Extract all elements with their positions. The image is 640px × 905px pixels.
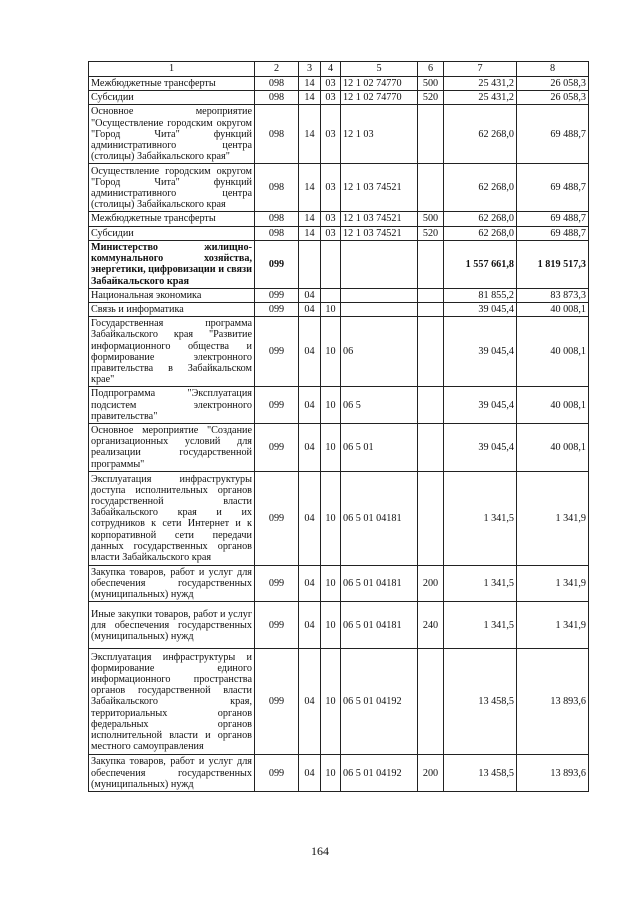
ministry-code: 099 <box>255 303 299 317</box>
subsection-code: 03 <box>321 226 341 240</box>
amount-year-1: 62 268,0 <box>444 164 517 212</box>
amount-year-2: 1 341,9 <box>517 471 589 565</box>
expense-type-code: 240 <box>418 602 444 649</box>
section-code: 14 <box>299 226 321 240</box>
subsection-code: 10 <box>321 565 341 602</box>
amount-year-1: 25 431,2 <box>444 77 517 91</box>
amount-year-2: 69 488,7 <box>517 226 589 240</box>
ministry-code: 099 <box>255 565 299 602</box>
target-article-code: 06 <box>341 317 418 387</box>
table-row <box>89 105 589 164</box>
ministry-code: 098 <box>255 77 299 91</box>
expense-type-code <box>418 303 444 317</box>
target-article-code: 12 1 03 74521 <box>341 226 418 240</box>
amount-year-1: 62 268,0 <box>444 105 517 164</box>
amount-year-2: 13 893,6 <box>517 755 589 792</box>
row-name: Иные закупки товаров, работ и услуг для обеспечения государственных (муниципальных) нужд <box>89 602 255 649</box>
section-code: 04 <box>299 303 321 317</box>
ministry-code: 098 <box>255 105 299 164</box>
column-number: 3 <box>299 62 321 77</box>
target-article-code: 12 1 03 74521 <box>341 164 418 212</box>
table-row <box>89 303 589 317</box>
subsection-code: 10 <box>321 755 341 792</box>
subsection-code <box>321 240 341 288</box>
ministry-code: 099 <box>255 649 299 755</box>
table-row <box>89 602 589 649</box>
expense-type-code <box>418 471 444 565</box>
row-name: Закупка товаров, работ и услуг для обеспечения государственных (муниципальных) нужд <box>89 565 255 602</box>
amount-year-1: 1 341,5 <box>444 565 517 602</box>
amount-year-1: 1 341,5 <box>444 602 517 649</box>
subsection-code: 10 <box>321 471 341 565</box>
ministry-code: 098 <box>255 91 299 105</box>
table-row <box>89 317 589 387</box>
target-article-code <box>341 288 418 302</box>
amount-year-1: 13 458,5 <box>444 755 517 792</box>
row-name: Национальная экономика <box>89 288 255 302</box>
row-name: Связь и информатика <box>89 303 255 317</box>
section-code: 04 <box>299 387 321 424</box>
row-name: Субсидии <box>89 91 255 105</box>
section-code: 04 <box>299 424 321 472</box>
subsection-code: 10 <box>321 387 341 424</box>
target-article-code: 12 1 02 74770 <box>341 91 418 105</box>
ministry-code: 099 <box>255 387 299 424</box>
expense-type-code: 500 <box>418 212 444 226</box>
amount-year-1: 62 268,0 <box>444 212 517 226</box>
table-row <box>89 755 589 792</box>
subsection-code: 10 <box>321 602 341 649</box>
column-number: 2 <box>255 62 299 77</box>
table-row <box>89 288 589 302</box>
row-name: Эксплуатация инфраструктуры и формирование единого информационного пространства органов государственной власти Забайкальского края, территориальных органов федеральных органов исполнительной власти и органов местного самоуправления <box>89 649 255 755</box>
subsection-code: 10 <box>321 317 341 387</box>
ministry-code: 099 <box>255 240 299 288</box>
section-code: 04 <box>299 288 321 302</box>
table-row <box>89 387 589 424</box>
ministry-code: 099 <box>255 288 299 302</box>
expense-type-code <box>418 317 444 387</box>
ministry-code: 098 <box>255 226 299 240</box>
table-row <box>89 424 589 472</box>
row-name: Подпрограмма "Эксплуатация подсистем электронного правительства" <box>89 387 255 424</box>
row-name: Основное мероприятие "Осуществление городским округом "Город Чита" функций административного центра (столицы) Забайкальского края" <box>89 105 255 164</box>
column-number: 4 <box>321 62 341 77</box>
section-code: 04 <box>299 649 321 755</box>
amount-year-2: 83 873,3 <box>517 288 589 302</box>
expense-type-code <box>418 424 444 472</box>
target-article-code: 12 1 03 74521 <box>341 212 418 226</box>
section-code: 04 <box>299 565 321 602</box>
target-article-code: 06 5 01 04181 <box>341 565 418 602</box>
column-number: 7 <box>444 62 517 77</box>
column-number: 8 <box>517 62 589 77</box>
section-code: 14 <box>299 105 321 164</box>
amount-year-1: 25 431,2 <box>444 91 517 105</box>
amount-year-1: 13 458,5 <box>444 649 517 755</box>
amount-year-1: 39 045,4 <box>444 303 517 317</box>
target-article-code: 06 5 <box>341 387 418 424</box>
amount-year-2: 1 341,9 <box>517 565 589 602</box>
amount-year-2: 40 008,1 <box>517 303 589 317</box>
table-row <box>89 565 589 602</box>
subsection-code: 10 <box>321 424 341 472</box>
amount-year-2: 13 893,6 <box>517 649 589 755</box>
section-code: 04 <box>299 602 321 649</box>
table-body <box>89 77 589 792</box>
table-row <box>89 649 589 755</box>
subsection-code <box>321 288 341 302</box>
section-code: 04 <box>299 755 321 792</box>
table-row <box>89 240 589 288</box>
amount-year-2: 1 341,9 <box>517 602 589 649</box>
expense-type-code: 200 <box>418 755 444 792</box>
target-article-code: 12 1 03 <box>341 105 418 164</box>
row-name: Межбюджетные трансферты <box>89 77 255 91</box>
subsection-code: 10 <box>321 303 341 317</box>
amount-year-2: 40 008,1 <box>517 387 589 424</box>
subsection-code: 03 <box>321 212 341 226</box>
amount-year-2: 40 008,1 <box>517 317 589 387</box>
expense-type-code: 500 <box>418 77 444 91</box>
amount-year-2: 26 058,3 <box>517 91 589 105</box>
table-row <box>89 212 589 226</box>
ministry-code: 099 <box>255 424 299 472</box>
expense-type-code <box>418 240 444 288</box>
ministry-code: 099 <box>255 471 299 565</box>
expense-type-code <box>418 164 444 212</box>
column-number: 6 <box>418 62 444 77</box>
subsection-code: 03 <box>321 105 341 164</box>
subsection-code: 03 <box>321 91 341 105</box>
section-code: 14 <box>299 212 321 226</box>
expense-type-code: 520 <box>418 226 444 240</box>
target-article-code: 06 5 01 04192 <box>341 649 418 755</box>
target-article-code: 06 5 01 04181 <box>341 602 418 649</box>
column-number: 5 <box>341 62 418 77</box>
amount-year-1: 1 557 661,8 <box>444 240 517 288</box>
target-article-code <box>341 303 418 317</box>
row-name: Межбюджетные трансферты <box>89 212 255 226</box>
row-name: Эксплуатация инфраструктуры доступа исполнительных органов государственной власти Забайкальского края и их сотрудников к сети Интернет и к корпоративной сети передачи данных государственных органов власти Забайкальского края <box>89 471 255 565</box>
budget-table <box>88 61 589 792</box>
expense-type-code <box>418 105 444 164</box>
amount-year-2: 40 008,1 <box>517 424 589 472</box>
expense-type-code <box>418 649 444 755</box>
table-row <box>89 226 589 240</box>
target-article-code: 12 1 02 74770 <box>341 77 418 91</box>
amount-year-2: 1 819 517,3 <box>517 240 589 288</box>
ministry-code: 098 <box>255 164 299 212</box>
amount-year-1: 81 855,2 <box>444 288 517 302</box>
row-name: Министерство жилищно-коммунального хозяйства, энергетики, цифровизации и связи Забайкальского края <box>89 240 255 288</box>
table-row <box>89 77 589 91</box>
target-article-code: 06 5 01 04181 <box>341 471 418 565</box>
section-code: 04 <box>299 317 321 387</box>
row-name: Основное мероприятие "Создание организационных условий для реализации государственной программы" <box>89 424 255 472</box>
expense-type-code: 520 <box>418 91 444 105</box>
section-code: 14 <box>299 77 321 91</box>
row-name: Закупка товаров, работ и услуг для обеспечения государственных (муниципальных) нужд <box>89 755 255 792</box>
page-number: 164 <box>311 844 329 858</box>
amount-year-1: 39 045,4 <box>444 424 517 472</box>
expense-type-code <box>418 387 444 424</box>
table-row <box>89 471 589 565</box>
table-row <box>89 91 589 105</box>
amount-year-1: 39 045,4 <box>444 387 517 424</box>
amount-year-2: 26 058,3 <box>517 77 589 91</box>
target-article-code: 06 5 01 04192 <box>341 755 418 792</box>
section-code <box>299 240 321 288</box>
column-number: 1 <box>89 62 255 77</box>
row-name: Государственная программа Забайкальского края "Развитие информационного общества и формирование электронного правительства в Забайкальском крае" <box>89 317 255 387</box>
amount-year-1: 1 341,5 <box>444 471 517 565</box>
section-code: 04 <box>299 471 321 565</box>
target-article-code <box>341 240 418 288</box>
amount-year-2: 69 488,7 <box>517 105 589 164</box>
row-name: Субсидии <box>89 226 255 240</box>
section-code: 14 <box>299 164 321 212</box>
ministry-code: 099 <box>255 755 299 792</box>
amount-year-2: 69 488,7 <box>517 212 589 226</box>
ministry-code: 098 <box>255 212 299 226</box>
subsection-code: 03 <box>321 164 341 212</box>
expense-type-code: 200 <box>418 565 444 602</box>
subsection-code: 03 <box>321 77 341 91</box>
ministry-code: 099 <box>255 602 299 649</box>
subsection-code: 10 <box>321 649 341 755</box>
section-code: 14 <box>299 91 321 105</box>
expense-type-code <box>418 288 444 302</box>
amount-year-2: 69 488,7 <box>517 164 589 212</box>
table-row <box>89 164 589 212</box>
column-number-row <box>89 62 589 77</box>
ministry-code: 099 <box>255 317 299 387</box>
amount-year-1: 39 045,4 <box>444 317 517 387</box>
row-name: Осуществление городским округом "Город Чита" функций административного центра (столицы) Забайкальского края <box>89 164 255 212</box>
amount-year-1: 62 268,0 <box>444 226 517 240</box>
target-article-code: 06 5 01 <box>341 424 418 472</box>
